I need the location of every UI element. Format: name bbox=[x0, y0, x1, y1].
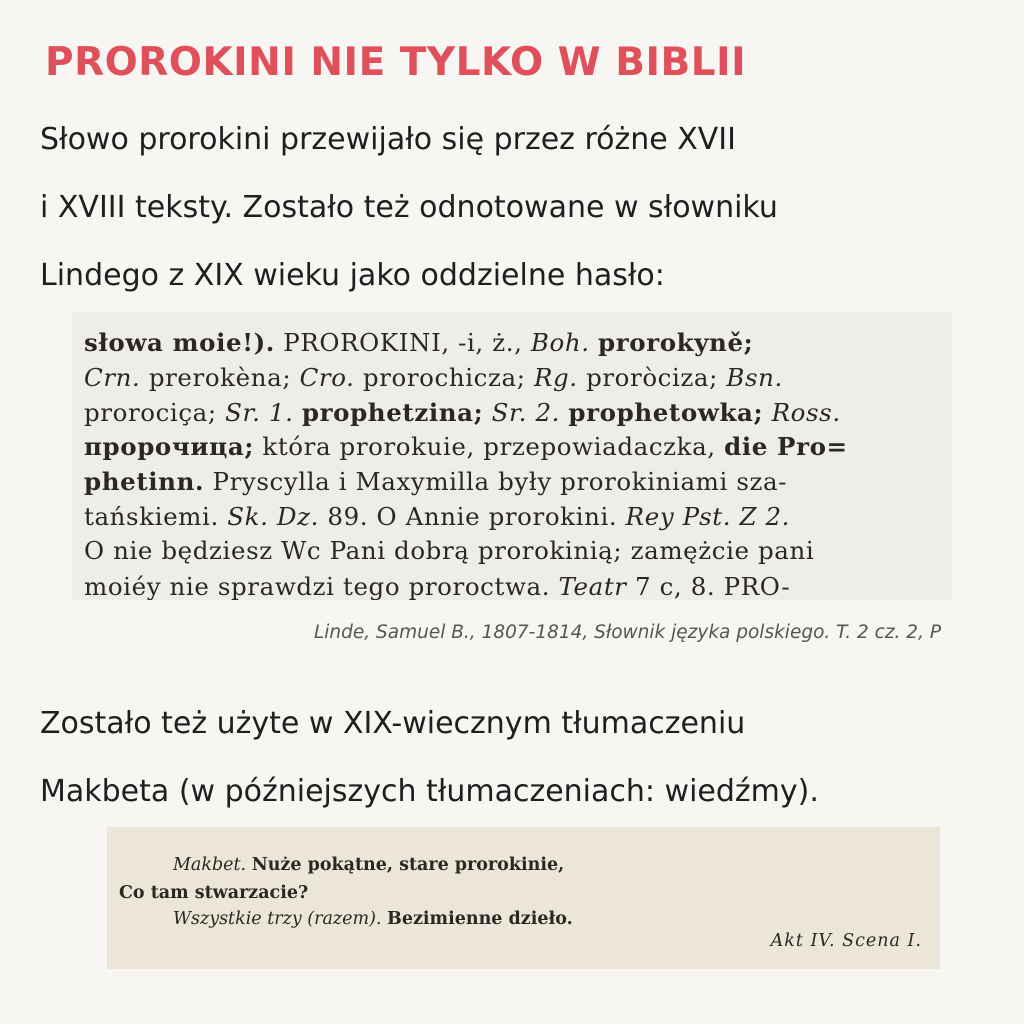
scan-text: Rey Pst. Z 2. bbox=[625, 502, 791, 531]
intro-line: i XVIII teksty. Zostało też odnotowane w słowniku bbox=[40, 190, 778, 225]
scan-text: która prorokuie, przepowiadaczka, bbox=[262, 432, 716, 461]
second-line: Zostało też użyte w XIX-wiecznym tłumaczeniu bbox=[40, 706, 746, 741]
intro-line: Słowo prorokini przewijało się przez różne XVII bbox=[40, 122, 737, 157]
scan-line bbox=[119, 883, 308, 903]
scan-text: prorochicza; bbox=[362, 363, 526, 392]
scan-text: пророчица; bbox=[84, 432, 254, 461]
scan-text: tańskiemi. bbox=[84, 502, 219, 531]
dictionary-scan-image bbox=[72, 312, 952, 600]
scan-text: słowa moie!). bbox=[84, 328, 275, 357]
scan-text: PRO- bbox=[723, 572, 791, 600]
scan-line bbox=[173, 909, 573, 929]
scan-text: proròciza; bbox=[586, 363, 718, 392]
scan-text: PROROKINI, -i, ż., bbox=[283, 328, 523, 357]
second-line: Makbeta (w późniejszych tłumaczeniach: wiedźmy). bbox=[40, 774, 819, 809]
act-scene-label: Akt IV. Scena I. bbox=[770, 931, 922, 951]
scan-text: Nuże pokątne, stare prorokinie, bbox=[251, 855, 565, 875]
scan-text: 7 c, 8. bbox=[635, 572, 716, 600]
scan-text: Sk. Dz. bbox=[227, 502, 319, 531]
scan-text: phetinn. bbox=[84, 467, 205, 496]
image-caption: Linde, Samuel B., 1807-1814, Słownik języka polskiego. T. 2 cz. 2, P bbox=[313, 622, 941, 643]
scan-text: moiéy nie sprawdzi tego proroctwa. bbox=[84, 572, 551, 600]
scan-text: Teatr bbox=[558, 572, 627, 600]
scan-text: Bezimienne dzieło. bbox=[387, 909, 573, 929]
speaker-name: Wszystkie trzy (razem). bbox=[173, 909, 382, 929]
scan-line bbox=[84, 432, 848, 461]
scan-text: Boh. bbox=[530, 328, 590, 357]
scan-line bbox=[84, 328, 753, 357]
scan-line bbox=[84, 502, 790, 531]
scan-text: Crn. bbox=[84, 363, 141, 392]
scan-line bbox=[84, 398, 841, 427]
scan-text: prorokyně; bbox=[598, 328, 754, 357]
scan-line bbox=[84, 467, 787, 496]
scan-text: prorociça; bbox=[84, 398, 217, 427]
intro-paragraph bbox=[40, 106, 778, 310]
macbeth-scan-image bbox=[107, 827, 940, 969]
scan-line bbox=[84, 363, 783, 392]
scan-text: prophetzina; bbox=[301, 398, 484, 427]
second-paragraph bbox=[40, 690, 819, 826]
intro-line: Lindego z XIX wieku jako oddzielne hasło: bbox=[40, 258, 665, 293]
scan-text: O Annie prorokini. bbox=[376, 502, 618, 531]
scan-text: prophetowka; bbox=[568, 398, 764, 427]
scan-text: Sr. 1. bbox=[225, 398, 294, 427]
scan-text: O nie będziesz Wc Pani dobrą prorokinią; zamężcie pani bbox=[84, 536, 815, 565]
scan-line bbox=[173, 855, 564, 875]
scan-text: Sr. 2. bbox=[491, 398, 561, 427]
scan-text: die Pro= bbox=[724, 432, 848, 461]
scan-text: Bsn. bbox=[726, 363, 783, 392]
scan-text: Cro. bbox=[299, 363, 355, 392]
page-title: PROROKINI NIE TYLKO W BIBLII bbox=[45, 40, 747, 85]
scan-text: 89. bbox=[327, 502, 369, 531]
scan-line bbox=[84, 572, 790, 600]
scan-text: Rg. bbox=[533, 363, 578, 392]
scan-text: Co tam stwarzacie? bbox=[119, 883, 309, 903]
speaker-name: Makbet. bbox=[173, 855, 247, 875]
scan-text: prerokèna; bbox=[148, 363, 292, 392]
scan-line bbox=[84, 536, 814, 565]
scan-text: Pryscylla i Maxymilla były prorokiniami sza- bbox=[212, 467, 788, 496]
scan-text: Ross. bbox=[771, 398, 841, 427]
